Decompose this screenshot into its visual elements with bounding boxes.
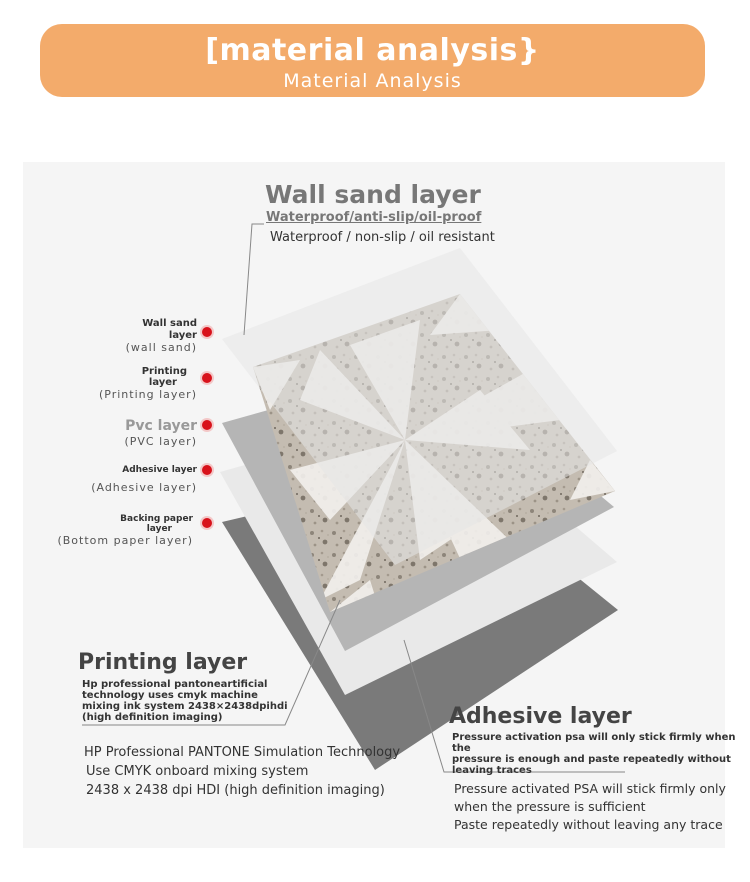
printing-desc-line: technology uses cmyk machine [82,690,258,701]
adhesive-body-line: Pressure activated PSA will stick firmly only [454,781,726,796]
legend-item-name: Wall sand [142,318,197,329]
printing-body [84,743,400,800]
legend-item-name: Printing [141,366,187,377]
legend-dot [202,465,212,475]
legend-item-translation: (Bottom paper layer) [57,534,193,547]
legend-item-name: Pvc layer [125,418,197,434]
printing-body-line: 2438 x 2438 dpi HDI (high definition imaging) [86,783,385,798]
printing-body-line: HP Professional PANTONE Simulation Technology [84,745,401,760]
wall-sand-description: Waterproof / non-slip / oil resistant [270,230,495,245]
legend-item-name-line2: layer [168,330,197,341]
page-subtitle: Material Analysis [283,70,462,92]
legend-item-name-line2: layer [146,524,172,534]
printing-body-line: Use CMYK onboard mixing system [86,764,309,779]
adhesive-body-line: Paste repeatedly without leaving any trace [454,817,723,832]
wall-sand-leader-line [244,224,264,335]
printing-desc-line: mixing ink system 2438×2438dpihdi [82,701,288,712]
adhesive-desc-line: leaving traces [452,765,532,776]
adhesive-body-line: when the pressure is sufficient [454,799,646,814]
legend-item-name: Adhesive layer [122,465,197,475]
legend-item-name-line2: layer [148,377,177,388]
printing-desc-line: (high definition imaging) [82,712,223,723]
legend-dot [202,518,212,528]
legend-item-translation: (PVC layer) [124,435,197,448]
printing-desc-line: Hp professional pantoneartificial [82,679,268,690]
legend-dot [202,327,212,337]
legend-dot [202,420,212,430]
legend-item-translation: (Adhesive layer) [91,481,197,494]
legend-item-name: Backing paper [120,514,193,524]
legend-item-translation: (Printing layer) [99,388,197,401]
wall-sand-subtitle: Waterproof/anti-slip/oil-proof [266,210,482,225]
adhesive-desc-line: Pressure activation psa will only stick firmly when the [452,732,736,754]
adhesive-description [452,732,750,776]
legend-dot [202,373,212,383]
wall-sand-title: Wall sand layer [265,180,481,209]
printing-description [82,679,288,723]
adhesive-body [454,780,726,834]
page-title: [material analysis} [205,33,540,68]
legend-item-translation: (wall sand) [125,341,197,354]
printing-title: Printing layer [78,650,248,675]
adhesive-title: Adhesive layer [449,704,632,729]
adhesive-desc-line: pressure is enough and paste repeatedly without [452,754,731,765]
